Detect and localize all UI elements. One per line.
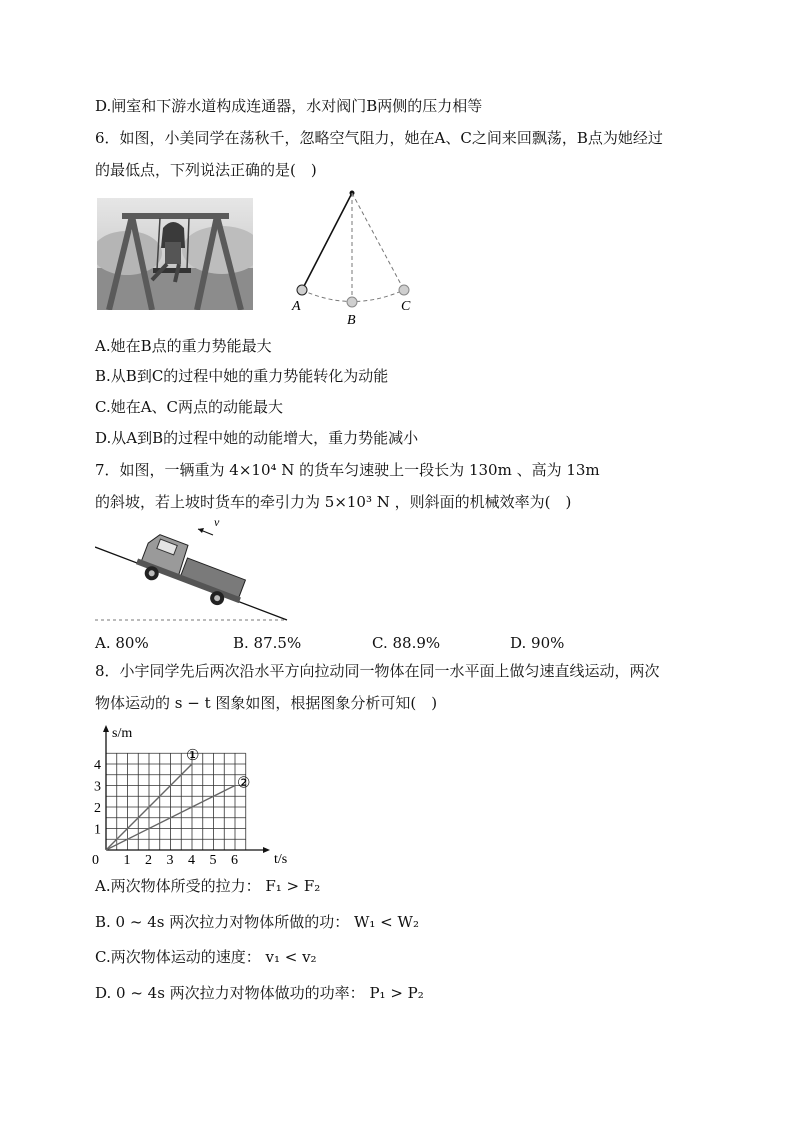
- label-c: C: [401, 299, 411, 314]
- swing-illustration: [97, 198, 253, 310]
- chart-grid: [106, 753, 246, 850]
- label-a: A: [292, 299, 301, 314]
- q7-option-a: A. 80%: [95, 634, 149, 652]
- y-tick-label: 4: [94, 758, 101, 773]
- series-label-1: ①: [186, 748, 200, 764]
- ball-b: [347, 297, 357, 307]
- ball-a: [297, 285, 307, 295]
- label-b: B: [347, 313, 356, 328]
- q6-stem-line2: 的最低点，下列说法正确的是( ): [95, 161, 317, 179]
- y-axis-label: s/m: [112, 726, 133, 741]
- x-axis-arrow: [263, 847, 270, 853]
- x-tick-label: 2: [145, 853, 152, 868]
- q8-stem-line1: 8．小宇同学先后两次沿水平方向拉动同一物体在同一水平面上做匀速直线运动，两次: [95, 662, 660, 680]
- q7-option-b: B. 87.5%: [233, 634, 302, 652]
- ball-c: [399, 285, 409, 295]
- y-tick-label: 1: [94, 822, 101, 838]
- x-tick-label: 1: [123, 853, 131, 868]
- x-tick-label: 0: [92, 853, 99, 868]
- q8-option-d: D. 0 ~ 4s 两次拉力对物体做功的功率： P₁ > P₂: [95, 984, 424, 1002]
- x-tick-label: 6: [231, 853, 238, 868]
- q6-option-a: A.她在B点的重力势能最大: [95, 337, 272, 355]
- q7-option-c: C. 88.9%: [372, 634, 441, 652]
- truck-incline-diagram: [95, 515, 295, 625]
- y-tick-label: 3: [94, 779, 101, 795]
- x-tick-label: 5: [209, 853, 217, 868]
- q6-stem-line1: 6．如图，小美同学在荡秋千，忽略空气阻力，她在A、C之间来回飘荡，B点为她经过: [95, 129, 663, 147]
- q7-stem-line1: 7．如图，一辆重为 4×10⁴ N 的货车匀速驶上一段长为 130m 、高为 13m: [95, 461, 600, 479]
- q8-option-b: B. 0 ~ 4s 两次拉力对物体所做的功： W₁ < W₂: [95, 913, 419, 931]
- q7-option-d: D. 90%: [510, 634, 565, 652]
- q8-option-c: C.两次物体运动的速度： v₁ < v₂: [95, 948, 317, 966]
- velocity-label: v: [214, 515, 220, 529]
- truck: [132, 530, 251, 612]
- x-tick-label: 4: [188, 853, 195, 868]
- series-label-2: ②: [237, 775, 251, 792]
- x-axis-label: t/s: [274, 852, 288, 867]
- velocity-arrowhead: [198, 528, 204, 533]
- q6-option-b: B.从B到C的过程中她的重力势能转化为动能: [95, 367, 389, 385]
- q8-stem-line2: 物体运动的 s − t 图象如图，根据图象分析可知( ): [95, 694, 438, 712]
- q5-option-d: D.闸室和下游水道构成连通器，水对阀门B两侧的压力相等: [95, 97, 483, 115]
- q6-option-d: D.从A到B的过程中她的动能增大，重力势能减小: [95, 429, 419, 447]
- x-tick-label: 3: [166, 853, 174, 868]
- q8-option-a: A.两次物体所受的拉力： F₁ > F₂: [95, 877, 321, 895]
- swing-rope: [302, 193, 352, 290]
- y-tick-label: 2: [94, 801, 101, 816]
- s-t-chart: [92, 720, 302, 870]
- swing-photo: [97, 198, 253, 310]
- y-axis-arrow: [103, 725, 109, 732]
- q6-option-c: C.她在A、C两点的动能最大: [95, 398, 284, 416]
- pendulum-diagram: [280, 183, 430, 328]
- q7-stem-line2: 的斜坡，若上坡时货车的牵引力为 5×10³ N ，则斜面的机械效率为( ): [95, 493, 572, 511]
- rope-dashed-c: [352, 193, 404, 290]
